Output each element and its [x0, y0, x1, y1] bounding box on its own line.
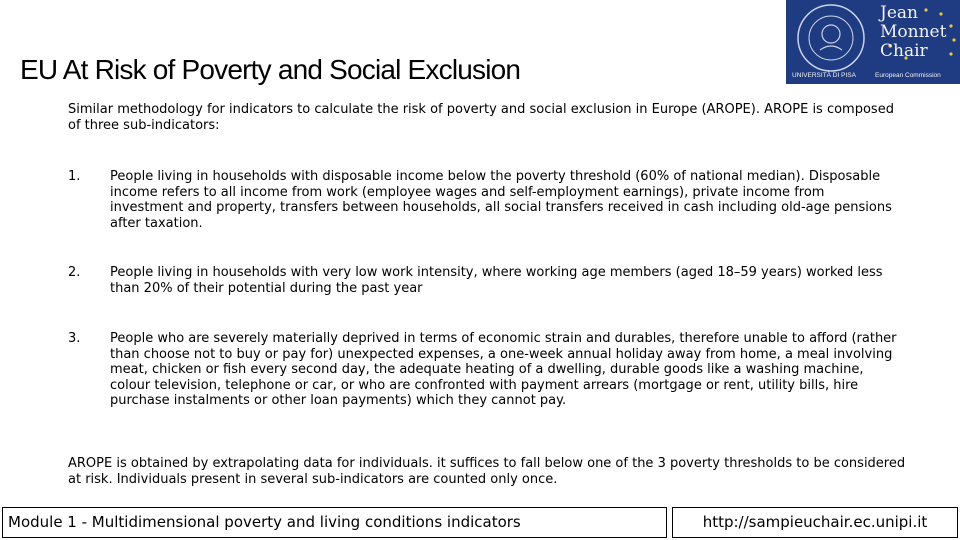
logo-wordmark [880, 4, 946, 61]
list-text: People living in households with disposable income below the poverty threshold (60% of national median). Disposable income refers to all income from work (employee wages and self-employment earnings), private income from investment and property, transfers between households, all social transfers received in cash including old-age pensions after taxation. [110, 169, 892, 231]
logo-line-jean: Jean [880, 3, 918, 23]
list-number: 2. [68, 265, 81, 280]
logo-line-monnet: Monnet [880, 22, 947, 42]
footer-url-link[interactable]: http://sampieuchair.ec.unipi.it [672, 507, 958, 538]
logo-commission: European Commission [875, 72, 941, 79]
logo-university: UNIVERSITÀ DI PISA [792, 72, 856, 79]
footer-module-label: Module 1 - Multidimensional poverty and living conditions indicators [2, 507, 667, 538]
list-number: 1. [68, 169, 81, 184]
list-number: 3. [68, 331, 81, 346]
jean-monnet-chair-logo [786, 0, 960, 84]
list-text: People who are severely materially deprived in terms of economic strain and durables, therefore unable to afford (rather than choose not to buy or pay for) unexpected expenses, a one-week annual holiday away from home, a meal involving meat, chicken or fish every second day, the adequate heating of a dwelling, durable goods like a washing machine, colour television, telephone or car, or who are confronted with payment arrears (mortgage or rent, utility bills, hire purchase instalments or other loan payments) which they cannot pay. [110, 331, 897, 408]
list-text: People living in households with very low work intensity, where working age members (aged 18–59 years) worked less than 20% of their potential during the past year [110, 265, 883, 296]
outro-paragraph: AROPE is obtained by extrapolating data for individuals. it suffices to fall below one of the 3 poverty thresholds to be considered at risk. Individuals present in several sub-indicators are counted only once. [68, 456, 906, 487]
intro-paragraph: Similar methodology for indicators to calculate the risk of poverty and social exclusion in Europe (AROPE). AROPE is composed of three sub-indicators: [68, 102, 894, 133]
slide-title: EU At Risk of Poverty and Social Exclusion [20, 54, 521, 85]
logo-line-chair: Chair [880, 41, 928, 61]
